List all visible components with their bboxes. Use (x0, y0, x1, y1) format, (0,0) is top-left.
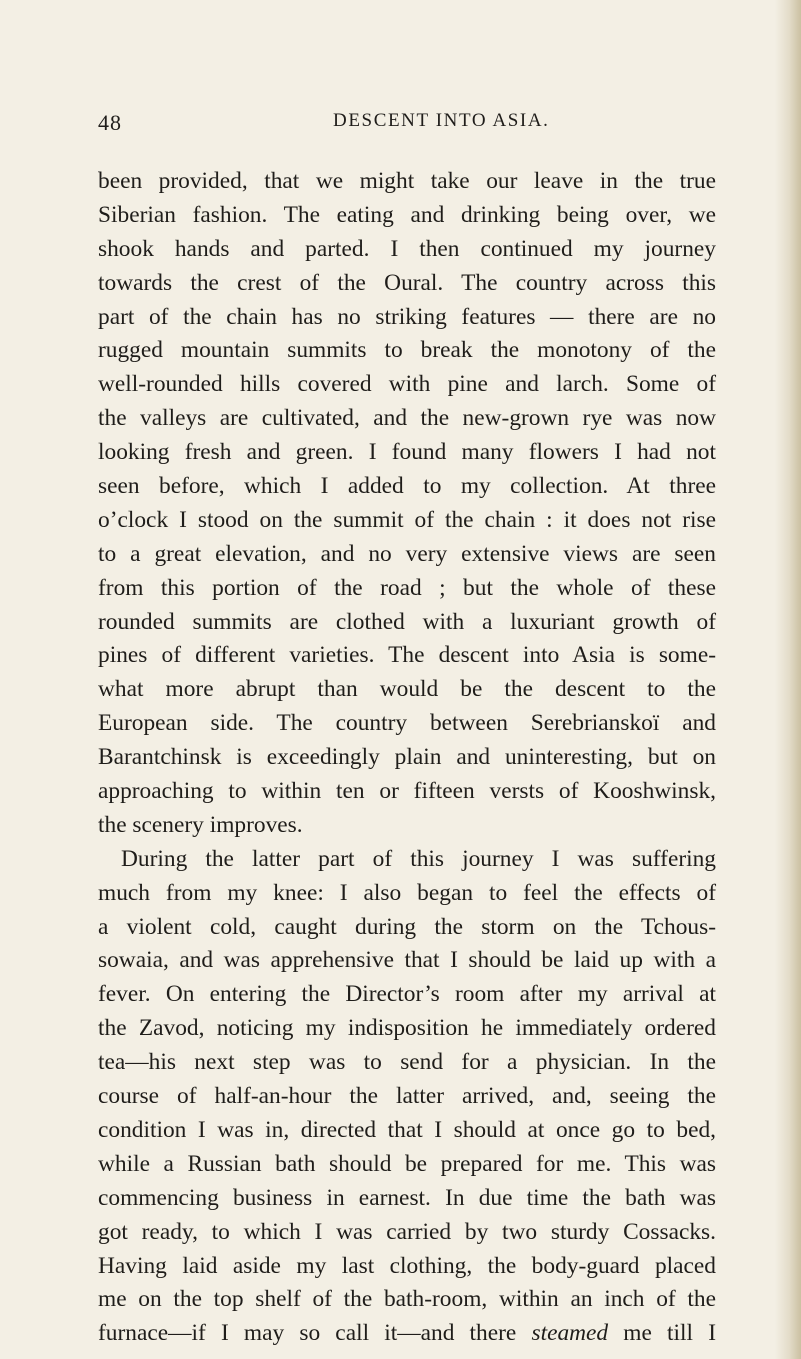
text-line: tea—his next step was to send for a physician. In the (98, 1049, 716, 1076)
text-line: shook hands and parted. I then continued my journey (98, 235, 716, 262)
text-line: a violent cold, caught during the storm on the Tchous- (98, 913, 716, 940)
text-line: looking fresh and green. I found many flowers I had not (98, 439, 716, 466)
text-line: while a Russian bath should be prepared for me. This was (98, 1150, 716, 1177)
text-line: condition I was in, directed that I should at once go to bed, (98, 1116, 716, 1143)
page-number: 48 (98, 110, 122, 135)
final-text-line (98, 1317, 716, 1351)
text-line: pines of different varieties. The descent into Asia is some- (98, 642, 716, 669)
text-line: rounded summits are clothed with a luxuriant growth of (98, 608, 716, 635)
text-line: from this portion of the road ; but the whole of these (98, 574, 716, 601)
body-text (98, 165, 716, 1351)
text-line: part of the chain has no striking features — there are no (98, 303, 716, 330)
text-line: fever. On entering the Director’s room after my arrival at (98, 981, 716, 1008)
running-head (98, 110, 716, 140)
page-edge-shadow (775, 0, 801, 1359)
final-line-end: me till I (608, 1320, 716, 1347)
text-line: seen before, which I added to my collection. At three (98, 473, 716, 500)
text-line: approaching to within ten or fifteen versts of Kooshwinsk, (98, 778, 716, 805)
text-line: what more abrupt than would be the descent to the (98, 676, 716, 703)
text-line: well-rounded hills covered with pine and larch. Some of (98, 371, 716, 398)
italic-word: steamed (531, 1320, 609, 1347)
text-line: Having laid aside my last clothing, the body-guard placed (98, 1252, 716, 1279)
text-line: towards the crest of the Oural. The country across this (98, 269, 716, 296)
text-line: commencing business in earnest. In due time the bath was (98, 1184, 716, 1211)
text-line: sowaia, and was apprehensive that I should be laid up with a (98, 947, 716, 974)
text-line: the Zavod, noticing my indisposition he immediately ordered (98, 1015, 716, 1042)
paragraph-start-line: During the latter part of this journey I was suffering (121, 845, 716, 872)
text-line: got ready, to which I was carried by two sturdy Cossacks. (98, 1218, 716, 1245)
text-line: me on the top shelf of the bath-room, within an inch of the (98, 1286, 716, 1313)
text-line: rugged mountain summits to break the monotony of the (98, 337, 716, 364)
text-line: to a great elevation, and no very extensive views are seen (98, 540, 716, 567)
text-line: Barantchinsk is exceedingly plain and uninteresting, but on (98, 744, 716, 771)
text-line: been provided, that we might take our leave in the true (98, 168, 716, 194)
text-line: the valleys are cultivated, and the new-grown rye was now (98, 405, 716, 432)
final-line-start: furnace—if I may so call it—and there (98, 1320, 532, 1347)
paragraph-end-line: the scenery improves. (98, 811, 303, 838)
text-line: o’clock I stood on the summit of the chain : it does not rise (98, 506, 716, 533)
text-line: course of half-an-hour the latter arrived, and, seeing the (98, 1083, 716, 1110)
running-title: DESCENT INTO ASIA. (333, 110, 550, 131)
text-line: European side. The country between Serebrianskoï and (98, 710, 716, 737)
text-line: much from my knee: I also began to feel the effects of (98, 879, 716, 906)
text-line: Siberian fashion. The eating and drinking being over, we (98, 201, 716, 228)
